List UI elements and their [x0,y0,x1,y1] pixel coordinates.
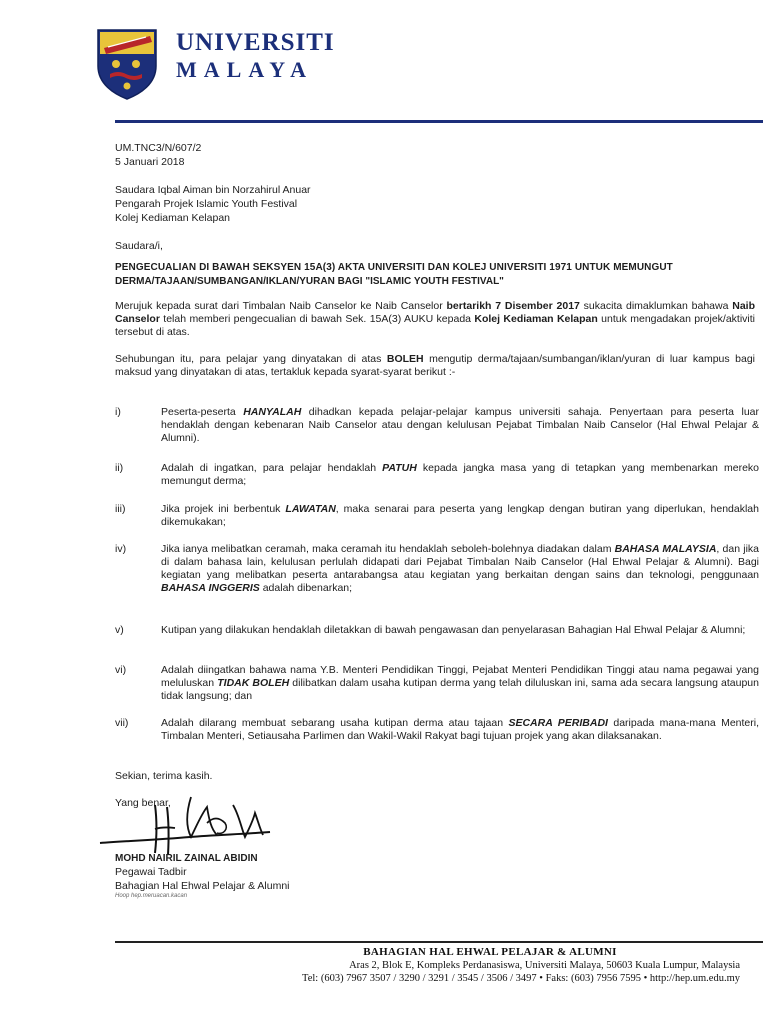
condition-text: Jika projek ini berbentuk LAWATAN, maka senarai para peserta yang lengkap dengan butiran yang diperlukan, hendaklah dikemukakan; [161,503,759,528]
condition-number: iii) [115,503,126,515]
footer-address: Aras 2, Blok E, Kompleks Perdanasiswa, Universiti Malaya, 50603 Kuala Lumpur, Malaysia [349,960,740,971]
closing-thanks: Sekian, terima kasih. [115,770,213,782]
footer-title: BAHAGIAN HAL EHWAL PELAJAR & ALUMNI [363,946,617,958]
subject-line-1: PENGECUALIAN DI BAWAH SEKSYEN 15A(3) AKTA UNIVERSITI DAN KOLEJ UNIVERSITI 1971 UNTUK MEMUNGUT [115,262,673,273]
signer-name: MOHD NAIRIL ZAINAL ABIDIN [115,853,258,864]
recipient-line-2: Pengarah Projek Islamic Youth Festival [115,198,298,210]
condition-text: Adalah dilarang membuat sebarang usaha kutipan derma atau tajaan SECARA PERIBADI daripada mana-mana Menteri, Timbalan Menteri, Setiausaha Parlimen dan Wakil-Wakil Rakyat bagi tujuan projek yang akan dilaksanakan. [161,717,759,742]
condition-text: Adalah di ingatkan, para pelajar hendaklah PATUH kepada jangka masa yang di tetapkan yang membenarkan mereko memungut derma; [161,462,759,487]
paragraph-1: Merujuk kepada surat dari Timbalan Naib Canselor ke Naib Canselor bertarikh 7 Disember 2017 sukacita dimaklumkan bahawa Naib Canselor telah memberi pengecualian di bawah Sek. 15A(3) AUKU kepada Kolej Kediaman Kelapan untuk mengadakan projek/aktiviti tersebut di atas. [115,300,755,338]
header-divider [115,120,763,123]
condition-number: vii) [115,717,129,729]
footer-contact: Tel: (603) 7967 3507 / 3290 / 3291 / 3545 / 3506 / 3497 • Faks: (603) 7956 7595 • http://hep.um.edu.my [302,973,740,984]
subject-line-2: DERMA/TAJAAN/SUMBANGAN/IKLAN/YURAN BAGI "ISLAMIC YOUTH FESTIVAL" [115,276,504,287]
condition-number: ii) [115,462,124,474]
paragraph-2: Sehubungan itu, para pelajar yang dinyatakan di atas BOLEH mengutip derma/tajaan/sumbangan/iklan/yuran di luar kampus bagi maksud yang dinyatakan di atas, tertakluk kepada syarat-syarat berikut :- [115,353,756,378]
letter-date: 5 Januari 2018 [115,156,185,168]
condition-number: v) [115,624,124,636]
footer-divider [115,941,763,943]
closing-sign-off: Yang benar, [115,797,171,809]
recipient-line-1: Saudara Iqbal Aiman bin Norzahirul Anuar [115,184,311,196]
condition-number: i) [115,406,121,418]
footer [120,946,740,985]
salutation: Saudara/i, [115,240,163,252]
university-name-line2: MALAYA [176,57,313,82]
condition-number: iv) [115,543,127,555]
university-name-line1: UNIVERSITI [176,29,335,56]
signer-department: Bahagian Hal Ehwal Pelajar & Alumni [115,880,290,892]
university-crest-logo [96,28,158,100]
university-name [176,30,335,81]
signer-note: Hoop hep.meruacan.kacan [115,893,188,899]
handwritten-signature [95,785,275,860]
condition-text: Peserta-peserta HANYALAH dihadkan kepada pelajar-pelajar kampus universiti sahaja. Penyertaan para peserta luar hendaklah dengan kebenaran Naib Canselor atau dengan kelulusan Pejabat Timbalan Naib Canselor (Hal Ehwal Pelajar & Alumni). [161,406,759,444]
condition-text: Adalah diingatkan bahawa nama Y.B. Menteri Pendidikan Tinggi, Pejabat Menteri Pendidikan Tinggi atau nama pegawai yang meluluskan TIDAK BOLEH dilibatkan dalam usaha kutipan derma yang telah diluluskan ini, sama ada secara langsung ataupun tidak langsung; dan [161,664,759,702]
reference-number: UM.TNC3/N/607/2 [115,142,202,154]
condition-number: vi) [115,664,127,676]
condition-text: Jika ianya melibatkan ceramah, maka ceramah itu hendaklah seboleh-bolehnya diadakan dalam BAHASA MALAYSIA, dan jika di dalam bahasa lain, kelulusan perlulah didapati dari Pejabat Timbalan Naib Canselor (Hal Ehwal Pelajar & Alumni). Bagi kegiatan yang melibatkan peserta antarabangsa atau kegiatan yang berkaitan dengan sains dan teknologi, penggunaan BAHASA INGGERIS adalah dibenarkan; [161,543,759,594]
signer-title: Pegawai Tadbir [115,866,187,878]
recipient-line-3: Kolej Kediaman Kelapan [115,212,230,224]
condition-text: Kutipan yang dilakukan hendaklah diletakkan di bawah pengawasan dan penyelarasan Bahagian Hal Ehwal Pelajar & Alumni; [161,624,746,636]
